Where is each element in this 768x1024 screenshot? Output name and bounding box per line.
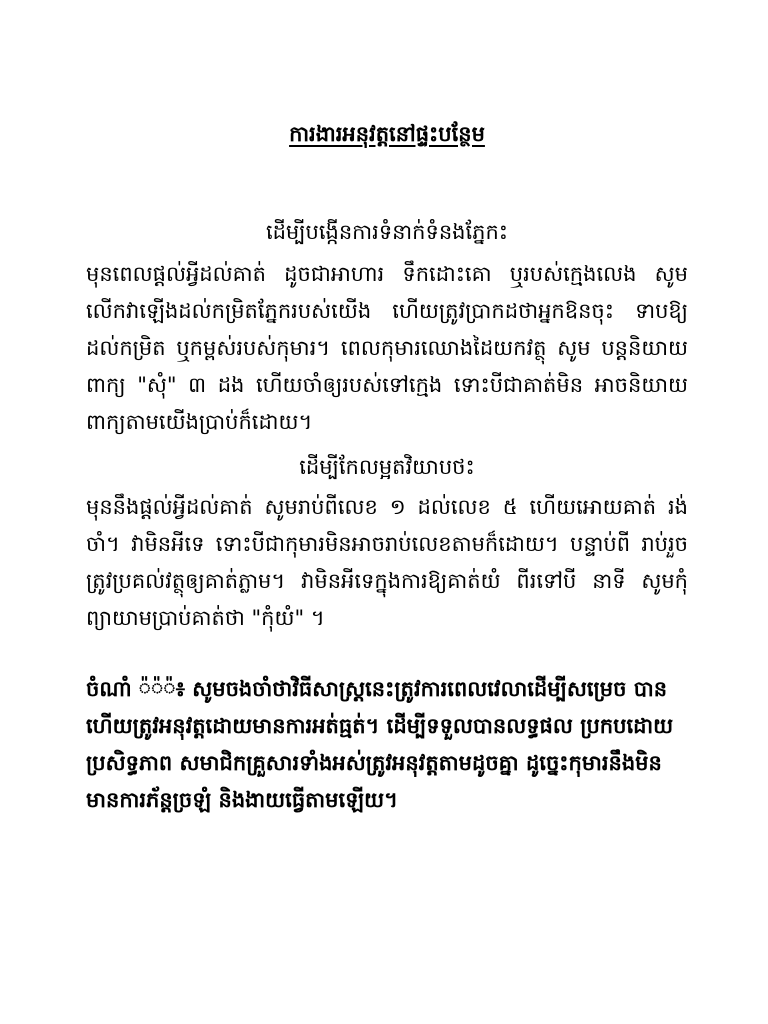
page-title: ការងារអនុវត្តនៅផ្ទះបន្ថែម — [289, 122, 485, 146]
section-body-behavior: មុននឹងផ្តល់អ្វីដល់គាត់ សូមរាប់ពីលេខ ១ ដល់លេខ ៥ ហើយអោយគាត់ រង់ចាំ។ វាមិនអីទេ ទោះបីជាកុមារមិនអាចរាប់លេខតាមក៏ដោយ។ បន្ទាប់ពី រាប់រួច ត្រូវប្រគល់វត្ថុឲ្យគាត់ភ្លាម។ វាមិនអីទេក្នុងការឱ្យគាត់យំ ពីរទៅបី នាទី សូមកុំព្យាយាមប្រាប់គាត់ថា "កុំយំ" ។ — [86, 495, 688, 630]
note-paragraph: ចំណាំ ៉៉៉៖ សូមចងចាំថាវិធីសាស្ត្រនេះត្រូវការពេលវេលាដើម្បីសម្រេច បាន ហើយត្រូវអនុវត្តដោយមានការអត់ធ្មត់។ ដើម្បីទទួលបានលទ្ធផល ប្រកបដោយប្រសិទ្ធភាព សមាជិកគ្រួសារទាំងអស់ត្រូវអនុវត្តតាមដូចគ្នា ដូច្នេះកុមារនឹងមិនមានការភ័ន្តច្រឡំ និងងាយធ្វើតាមឡើយ។ — [86, 677, 674, 812]
section-heading-eye-contact: ដើម្បីបង្កើនការទំនាក់ទំនងភ្នែកះ — [265, 220, 509, 244]
section-body-eye-contact: មុនពេលផ្តល់អ្វីដល់គាត់ ដូចជាអាហារ ទឹកដោះគោ ឬរបស់ក្មេងលេង សូមលើកវាឡើងដល់កម្រិតភ្នែករបស់យើង ហើយត្រូវប្រាកដថាអ្នកឱនចុះ ទាបឱ្យដល់កម្រិត ឬកម្ពស់របស់កុមារ។ ពេលកុមារឈោងដៃយកវត្ថុ សូម បន្តនិយាយពាក្យ "សុំ" ៣ ដង ហើយចាំឲ្យរបស់ទៅក្មេង ទោះបីជាគាត់មិន អាចនិយាយពាក្យតាមយើងប្រាប់ក៏ដោយ។ — [86, 262, 688, 434]
section-heading-behavior: ដើម្បីកែលម្អតវិយាបថះ — [299, 455, 475, 479]
